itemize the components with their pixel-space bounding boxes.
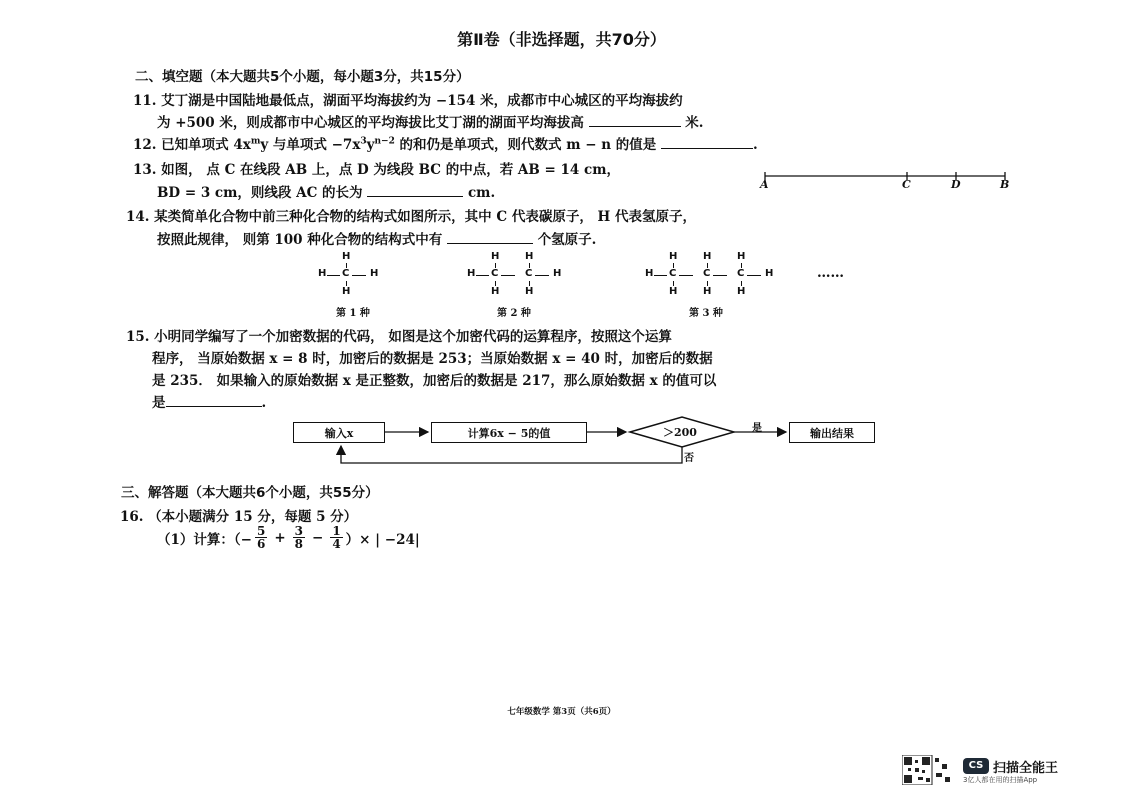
page-title: 第Ⅱ卷（非选择题，共70分）: [457, 30, 666, 49]
bond-horizontal: [535, 275, 549, 276]
flow-output-box: 输出结果: [789, 422, 875, 443]
qr-code-icon: [902, 755, 952, 785]
exponent-m: m: [250, 136, 261, 147]
question-14-suffix: 个氢原子.: [537, 232, 597, 248]
bond-vertical: [529, 263, 530, 268]
part1-prefix: （1）计算：（−: [157, 531, 252, 548]
point-label-c: C: [902, 178, 911, 191]
fraction-3-8: [293, 525, 305, 550]
bond-horizontal: [327, 275, 340, 276]
question-15-line3: 是 235． 如果输入的原始数据 x 是正整数，加密后的数据是 217，那么原始数据 x 的值可以: [152, 373, 717, 389]
bond-vertical: [673, 263, 674, 268]
hydrogen-atom: H: [553, 268, 562, 279]
answer-blank-12: [661, 136, 753, 149]
flow-yes-label: 是: [752, 423, 762, 434]
bond-horizontal: [654, 275, 667, 276]
hydrogen-atom: H: [737, 286, 746, 297]
hydrogen-atom: H: [467, 268, 476, 279]
hydrogen-atom: H: [525, 286, 534, 297]
hydrogen-atom: H: [669, 286, 678, 297]
flow-condition: ＞200: [663, 426, 697, 439]
hydrogen-atom: H: [318, 268, 327, 279]
bond-vertical: [495, 263, 496, 268]
question-15-line2: 程序， 当原始数据 x = 8 时，加密后的数据是 253；当原始数据 x = 40 时，加密后的数据: [152, 351, 713, 367]
fraction-denominator: 8: [294, 537, 303, 551]
exponent-n-2: n−2: [374, 136, 395, 147]
question-15-line4: [152, 391, 266, 411]
hydrogen-atom: H: [737, 251, 746, 262]
question-12-prefix: 12. 已知单项式 4x: [133, 137, 251, 153]
hydrogen-atom: H: [703, 286, 712, 297]
question-11-line1: 11. 艾丁湖是中国陆地最低点，湖面平均海拔约为 −154 米，成都市中心城区的平均海拔约: [133, 93, 683, 109]
question-15-text: 是: [152, 395, 166, 411]
carbon-atom: C: [525, 268, 533, 279]
fraction-denominator: 4: [332, 537, 341, 551]
carbon-atom: C: [669, 268, 677, 279]
line-segment-figure: [755, 168, 1015, 192]
point-label-b: B: [1000, 178, 1010, 191]
fraction-denominator: 6: [256, 537, 266, 551]
page-footer: 七年级数学 第3页（共6页）: [507, 707, 616, 717]
question-12-mid1: y 与单项式 −7x: [260, 137, 361, 153]
exponent-3: 3: [360, 136, 367, 147]
bond-vertical: [707, 281, 708, 286]
plus-sign: +: [274, 529, 286, 546]
question-13-line1: 13. 如图， 点 C 在线段 AB 上，点 D 为线段 BC 的中点，若 AB = 14 cm，: [133, 162, 621, 178]
carbon-atom: C: [703, 268, 711, 279]
question-11-text: 为 +500 米，则成都市中心城区的平均海拔比艾丁湖的湖面平均海拔高: [157, 115, 584, 131]
bond-vertical: [741, 263, 742, 268]
question-14-text: 按照此规律， 则第 100 种化合物的结构式中有: [157, 232, 443, 248]
bond-vertical: [529, 281, 530, 286]
hydrogen-atom: H: [525, 251, 534, 262]
bond-vertical: [346, 281, 347, 286]
camscanner-logo-icon: CS: [963, 758, 989, 774]
structure-ellipsis: ……: [817, 265, 844, 281]
section-heading-fill-in: 二、填空题（本大题共5个小题，每小题3分，共15分）: [135, 69, 470, 85]
structure-label-1: 第 1 种: [336, 308, 370, 319]
bond-horizontal: [352, 275, 366, 276]
question-12: [133, 133, 758, 153]
fraction-numerator: 1: [332, 524, 341, 538]
hydrogen-atom: H: [370, 268, 379, 279]
bond-vertical: [495, 281, 496, 286]
hydrogen-atom: H: [645, 268, 654, 279]
flow-input-box: 输入x: [293, 422, 385, 443]
answer-blank-15: [166, 394, 262, 407]
hydrogen-atom: H: [703, 251, 712, 262]
answer-blank-11: [589, 114, 681, 127]
hydrogen-atom: H: [669, 251, 678, 262]
hydrogen-atom: H: [491, 286, 500, 297]
carbon-atom: C: [737, 268, 745, 279]
question-14-line1: 14. 某类简单化合物中前三种化合物的结构式如图所示，其中 C 代表碳原子， H 代表氢原子，: [126, 209, 696, 225]
question-11-suffix: 米.: [685, 115, 704, 131]
watermark-brand: 扫描全能王: [993, 761, 1059, 776]
question-13-suffix: cm.: [467, 185, 496, 201]
bond-horizontal: [713, 275, 727, 276]
question-16-heading: 16. （本小题满分 15 分，每题 5 分）: [120, 509, 358, 525]
question-12-mid2: y: [366, 137, 375, 153]
bond-horizontal: [747, 275, 761, 276]
point-label-d: D: [951, 178, 961, 191]
bond-horizontal: [501, 275, 515, 276]
hydrogen-atom: H: [491, 251, 500, 262]
fraction-numerator: 3: [294, 524, 303, 538]
answer-blank-14: [447, 231, 533, 244]
bond-horizontal: [679, 275, 693, 276]
structure-label-3: 第 3 种: [689, 308, 723, 319]
flow-compute-box: 计算6x − 5的值: [431, 422, 587, 443]
question-16-part1: [157, 525, 420, 550]
bond-vertical: [673, 281, 674, 286]
question-13-text: BD = 3 cm，则线段 AC 的长为: [157, 185, 363, 201]
question-15-suffix: .: [261, 395, 267, 411]
bond-vertical: [346, 263, 347, 268]
answer-blank-13: [367, 184, 463, 197]
flow-no-label: 否: [684, 453, 694, 464]
carbon-atom: C: [491, 268, 499, 279]
structure-label-2: 第 2 种: [497, 308, 531, 319]
hydrogen-atom: H: [765, 268, 774, 279]
question-12-suffix: .: [752, 137, 758, 153]
carbon-atom: C: [342, 268, 350, 279]
question-15-line1: 15. 小明同学编写了一个加密数据的代码， 如图是这个加密代码的运算程序，按照这个运算: [126, 329, 672, 345]
hydrogen-atom: H: [342, 286, 351, 297]
point-label-a: A: [760, 178, 769, 191]
fraction-5-6: [255, 525, 267, 550]
bond-vertical: [741, 281, 742, 286]
section-heading-solutions: 三、解答题（本大题共6个小题，共55分）: [121, 485, 379, 501]
bond-horizontal: [476, 275, 489, 276]
fraction-numerator: 5: [256, 524, 266, 538]
hydrogen-atom: H: [342, 251, 351, 262]
question-11-line2: [157, 111, 704, 131]
question-12-mid3: 的和仍是单项式，则代数式 m − n 的值是: [394, 137, 657, 153]
part1-suffix: ）× | −24|: [345, 531, 420, 548]
bond-vertical: [707, 263, 708, 268]
fraction-1-4: [330, 525, 342, 550]
minus-sign: −: [312, 529, 324, 546]
question-14-line2: [157, 228, 596, 248]
question-13-line2: [157, 181, 495, 201]
watermark-tagline: 3亿人都在用的扫描App: [963, 776, 1038, 784]
